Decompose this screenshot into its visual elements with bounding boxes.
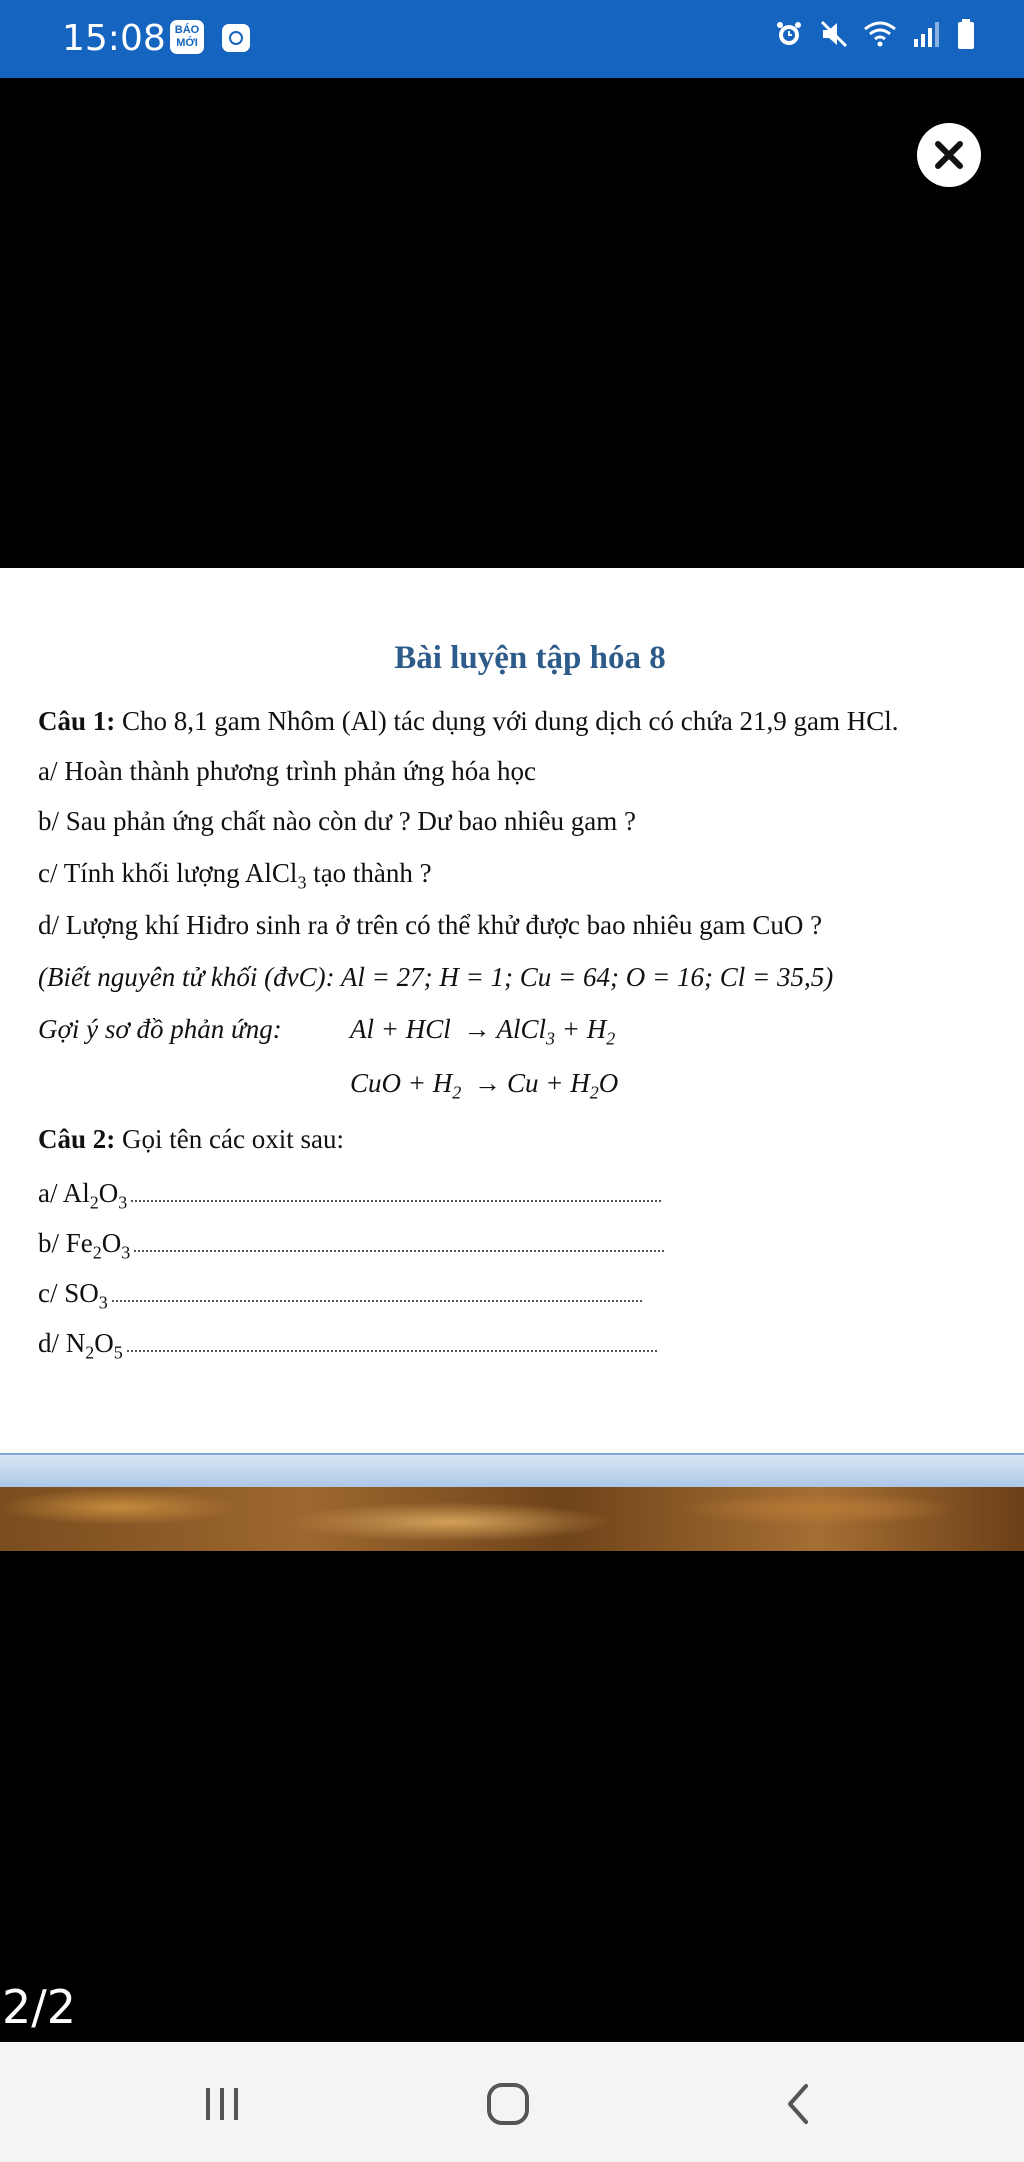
- part-c-text: c/ Tính khối lượng AlCl: [38, 858, 298, 888]
- answer-blank: [127, 1340, 657, 1352]
- battery-icon: [956, 18, 976, 50]
- eq2-arrow: →: [473, 1068, 501, 1098]
- question-1-part-b: b/ Sau phản ứng chất nào còn dư ? Dư bao nhiêu gam ?: [38, 806, 636, 836]
- mute-icon: [819, 19, 849, 49]
- oxide-sub: 3: [121, 1242, 131, 1263]
- question-2-label: Câu 2:: [38, 1124, 116, 1154]
- oxide-prefix: a/: [38, 1178, 63, 1208]
- alarm-icon: [774, 19, 804, 49]
- question-1-part-d: d/ Lượng khí Hiđro sinh ra ở trên có thể khử được bao nhiêu gam CuO ?: [38, 910, 823, 940]
- back-icon[interactable]: [778, 2082, 818, 2126]
- oxide-prefix: b/: [38, 1228, 66, 1258]
- slide-footer-band: [0, 1453, 1024, 1489]
- status-bar: [0, 0, 1024, 78]
- atomic-mass-note: (Biết nguyên tử khối (đvC): Al = 27; H = 1; Cu = 64; O = 16; Cl = 35,5): [38, 962, 834, 992]
- part-c-text-end: tạo thành ?: [306, 858, 432, 888]
- oxide-sub: 5: [113, 1342, 123, 1363]
- oxide-item: [38, 1228, 664, 1263]
- question-1-label: Câu 1:: [38, 706, 116, 736]
- oxide-sub: 2: [85, 1342, 95, 1363]
- worksheet-document: [0, 568, 1024, 1453]
- system-icons: [764, 18, 976, 58]
- part-c-subscript: 3: [297, 872, 307, 893]
- oxide-sub: 3: [118, 1192, 128, 1213]
- recents-icon[interactable]: [200, 2082, 244, 2126]
- close-button[interactable]: [917, 123, 981, 187]
- document-title: Bài luyện tập hóa 8: [394, 640, 666, 676]
- oxide-part: N: [65, 1328, 86, 1358]
- eq2-right-sub: 2: [589, 1082, 599, 1103]
- eq1-right: AlCl: [496, 1014, 546, 1044]
- question-2-text: Gọi tên các oxit sau:: [115, 1124, 344, 1154]
- screen-record-icon: [222, 24, 250, 52]
- oxide-item: [38, 1328, 657, 1363]
- page-counter: 2/2: [2, 1980, 77, 2034]
- eq1-arrow: →: [463, 1014, 491, 1044]
- oxide-sub: 2: [92, 1242, 102, 1263]
- navigation-bar: [0, 2042, 1024, 2162]
- question-2: [38, 1124, 344, 1155]
- question-1-part-c: [38, 858, 432, 893]
- oxide-sub: 2: [89, 1192, 99, 1213]
- eq2-left: CuO + H: [350, 1068, 453, 1098]
- question-1: [38, 706, 899, 737]
- equation-2: [350, 1068, 618, 1103]
- eq2-right-end: O: [598, 1068, 619, 1098]
- home-icon[interactable]: [484, 2082, 532, 2126]
- answer-blank: [131, 1190, 661, 1202]
- oxide-item: [38, 1278, 642, 1313]
- question-1-text: Cho 8,1 gam Nhôm (Al) tác dụng với dung dịch có chứa 21,9 gam HCl.: [115, 706, 899, 736]
- oxide-prefix: c/: [38, 1278, 65, 1308]
- eq1-sub2: 2: [606, 1028, 616, 1049]
- eq2-right: Cu + H: [506, 1068, 590, 1098]
- eq1-sub: 3: [546, 1028, 555, 1049]
- eq1-right-mid: + H: [555, 1014, 607, 1044]
- equation-1: [350, 1014, 615, 1049]
- status-time: 15:08: [62, 18, 166, 59]
- oxide-part: SO: [64, 1278, 99, 1308]
- oxide-part: Al: [62, 1178, 90, 1208]
- news-app-icon: BÁO MỚI: [170, 20, 204, 54]
- reaction-hint-line: [38, 1014, 616, 1049]
- oxide-part: Fe: [65, 1228, 93, 1258]
- oxide-part: O: [94, 1328, 114, 1358]
- answer-blank: [112, 1290, 642, 1302]
- eq2-left-sub: 2: [452, 1082, 462, 1103]
- wifi-icon: [863, 19, 897, 49]
- oxide-item: [38, 1178, 661, 1213]
- oxide-prefix: d/: [38, 1328, 66, 1358]
- answer-blank: [134, 1240, 664, 1252]
- oxide-part: O: [101, 1228, 122, 1258]
- question-1-part-a: a/ Hoàn thành phương trình phản ứng hóa học: [38, 756, 536, 786]
- image-viewer-slide: [0, 568, 1024, 1551]
- oxide-part: O: [98, 1178, 119, 1208]
- oxide-sub: 3: [98, 1292, 108, 1313]
- close-icon: [917, 123, 981, 187]
- signal-icon: [912, 19, 942, 49]
- eq1-left: Al + HCl: [350, 1014, 451, 1044]
- hint-label: Gợi ý sơ đồ phản ứng:: [38, 1014, 282, 1044]
- wood-texture-band: [0, 1487, 1024, 1551]
